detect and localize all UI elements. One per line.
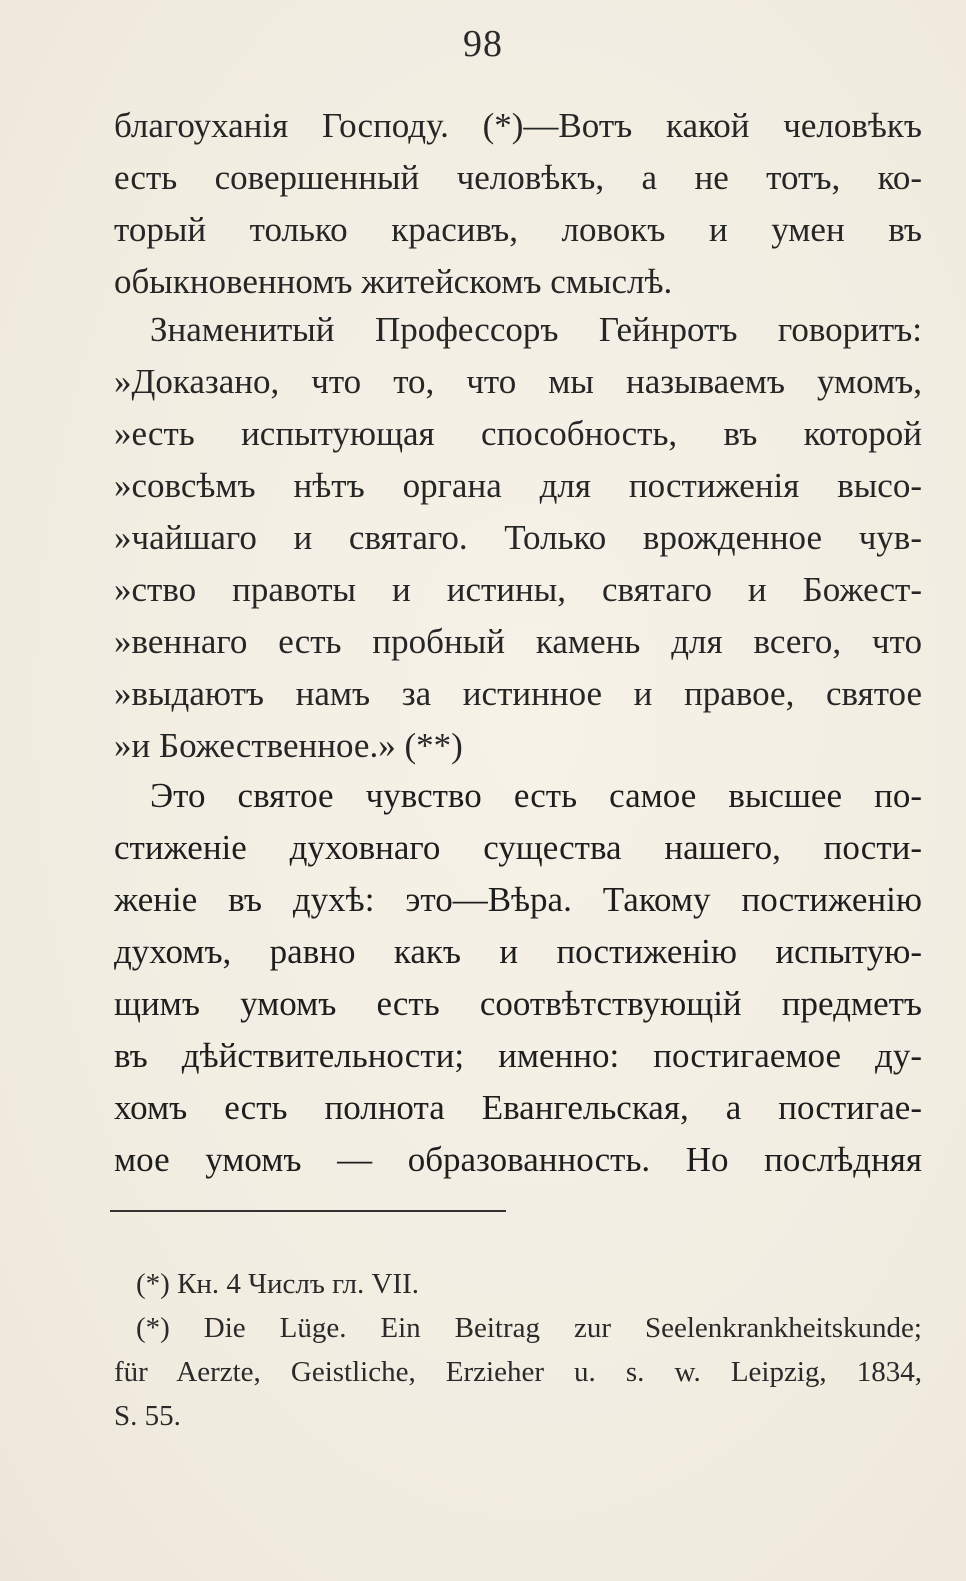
text-line: »чайшаго и святаго. Только врожденное чув- [114,518,922,557]
text-line: »совсѣмъ нѣтъ органа для постиженія высо- [114,466,922,505]
footnotes [114,1262,922,1438]
text-line: стиженіе духовнаго существа нашего, пости- [114,828,922,867]
text-line: »выдаютъ намъ за истинное и правое, святое [114,674,922,713]
text-line: »веннаго есть пробный камень для всего, что [114,622,922,661]
text-line: торый только красивъ, ловокъ и умен въ [114,210,922,249]
paragraph-2 [114,304,922,772]
paragraph-3 [114,770,922,1186]
text-line: хомъ есть полнота Евангельская, а постигае- [114,1088,922,1127]
text-line: Знаменитый Профессоръ Гейнротъ говоритъ: [150,310,922,349]
text-line: въ дѣйствительности; именно: постигаемое ду- [114,1036,922,1075]
text-line: »Доказано, что то, что мы называемъ умомъ, [114,362,922,401]
text-line: есть совершенный человѣкъ, а не тотъ, ко- [114,158,922,197]
text-line: »и Божественное.» (**) [114,726,463,765]
text-line: духомъ, равно какъ и постиженію испытую- [114,932,922,971]
text-line: Это святое чувство есть самое высшее по- [150,776,922,815]
footnote-2-end: S. 55. [114,1400,181,1432]
footnote-2: (*) Die Lüge. Ein Beitrag zur Seelenkrankheitskunde; [136,1312,922,1344]
text-line: благоуханія Господу. (*)—Вотъ какой человѣкъ [114,106,922,145]
text-line: щимъ умомъ есть соотвѣтствующій предметъ [114,984,922,1023]
text-line: »ство правоты и истины, святаго и Божест- [114,570,922,609]
text-line: обыкновенномъ житейскомъ смыслѣ. [114,262,673,301]
text-line: »есть испытующая способность, въ которой [114,414,922,453]
text-line: мое умомъ — образованность. Но послѣдняя [114,1140,922,1179]
paragraph-1 [114,100,922,308]
footnote-1: (*) Кн. 4 Числъ гл. VII. [136,1268,420,1300]
page-number: 98 [463,23,503,65]
footnote-2-continued: für Aerzte, Geistliche, Erzieher u. s. w. Leipzig, 1834, [114,1356,922,1388]
footnote-divider [110,1210,506,1212]
text-line: женіе въ духѣ: это—Вѣра. Такому постиженію [114,880,922,919]
